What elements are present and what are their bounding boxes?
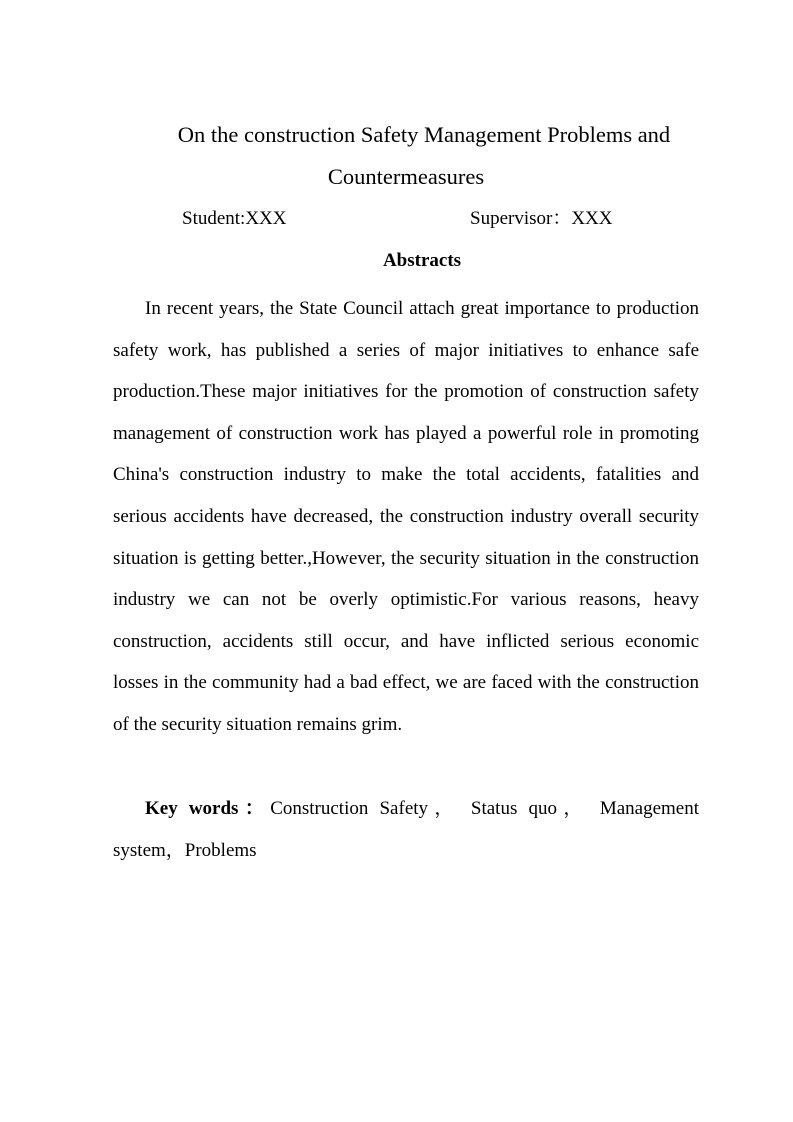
keywords-label: Key words： [145, 798, 271, 819]
abstract-body: In recent years, the State Council attach great importance to production safety work, has published a series of major initiatives to enhance safe production.These major initiatives for the promotion of construction safety management of construction work has played a powerful role in promoting China's construction industry to make the total accidents, fatalities and serious accidents have decreased, the construction industry overall security situation is getting better.,However, the security situation in the construction industry we can not be overly optimistic.For various reasons, heavy construction, accidents still occur, and have inflicted serious economic losses in the community had a bad effect, we are faced with the construction of the security situation remains grim. [113, 298, 699, 735]
keywords-text: Construction Safety， Status quo， Management system，Problems [113, 798, 700, 861]
supervisor-name: Supervisor：XXX [470, 208, 613, 229]
title-line-1: On the construction Safety Management Problems and [177, 122, 671, 147]
keywords-paragraph [113, 788, 699, 871]
title-line-2: Countermeasures [327, 164, 485, 189]
document-title [113, 114, 699, 198]
student-name: Student:XXX [182, 208, 287, 229]
abstract-heading: Abstracts [382, 250, 462, 271]
